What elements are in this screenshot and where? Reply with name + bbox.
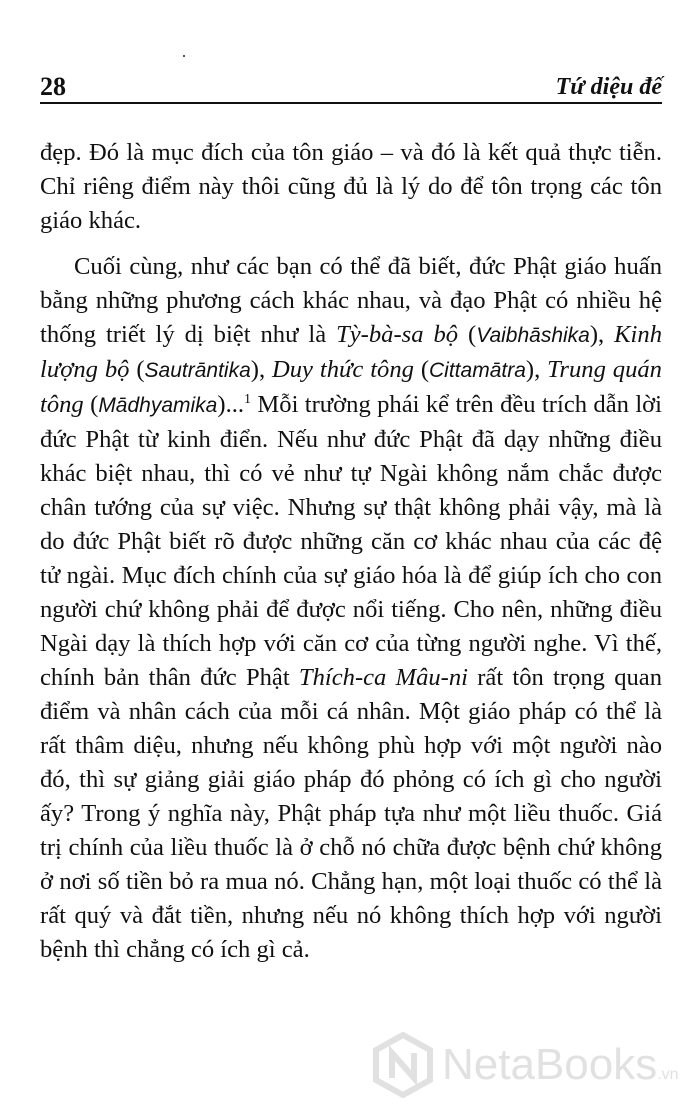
paragraph-2 <box>40 250 662 967</box>
page-number: 28 <box>40 72 66 101</box>
netabooks-logo-icon <box>372 1032 434 1098</box>
text-run: ), <box>250 356 272 383</box>
school-name-vaibhashika-vi: Tỳ-bà-sa bộ <box>336 321 459 348</box>
text-run: ), <box>525 356 548 383</box>
text-run: )... <box>217 391 245 418</box>
footnote-marker[interactable]: 1 <box>244 391 252 407</box>
text-run: ( <box>413 356 430 383</box>
school-name-vaibhashika: Vaibhāshika <box>476 324 590 347</box>
school-name-madhyamika-vi: Trung quán tông <box>40 356 662 418</box>
text-run: ( <box>468 321 477 348</box>
body-text <box>40 136 662 967</box>
text-run: Cuối cùng, như các bạn có thể đã biết, đức Phật giáo huấn bằng những phương cách khác nhau, và đạo Phật có nhiều hệ thống triết lý dị biệt như là <box>40 253 662 348</box>
watermark-suffix: .vn <box>657 1066 679 1083</box>
school-name-cittamatra: Cittamātra <box>429 359 526 382</box>
buddha-name: Thích-ca Mâu-ni <box>298 664 468 691</box>
text-run: ( <box>129 356 145 383</box>
watermark-brand-name: NetaBooks <box>442 1040 658 1089</box>
watermark <box>372 1030 694 1102</box>
text-run: Mỗi trường phái kể trên đều trích dẫn lời đức Phật từ kinh điển. Nếu như đức Phật đã dạy những điều khác biệt nhau, thì có vẻ như tự Ngài không nắm chắc được chân tướng của sự việc. Nhưng sự thật không phải vậy, mà là do đức Phật biết rõ được những căn cơ khác nhau của các đệ tử ngài. Mục đích chính của sự giáo hóa là để giúp ích cho con người chứ không phải để được nổi tiếng. Cho nên, những điều Ngài dạy là thích hợp với căn cơ của từng người nghe. Vì thế, chính bản thân đức Phật <box>40 391 662 691</box>
scan-speck <box>183 55 185 57</box>
school-name-madhyamika: Mādhyamika <box>98 394 218 417</box>
text-run: rất tôn trọng quan điểm và nhân cách của mỗi cá nhân. Một giáo pháp có thể là rất thâm diệu, nhưng nếu không phù hợp với một người nào đó, thì sự giảng giải giáo pháp đó phỏng có ích gì cho người ấy? Trong ý nghĩa này, Phật pháp tựa như một liều thuốc. Giá trị chính của liều thuốc là ở chỗ nó chữa được bệnh chứ không ở nơi số tiền bỏ ra mua nó. Chẳng hạn, một loại thuốc có thể là rất quý và đắt tiền, nhưng nếu nó không thích hợp với người bệnh thì chẳng có ích gì cả. <box>40 664 662 963</box>
school-name-sautrantika-vi: Kinh lượng bộ <box>40 321 662 383</box>
text-run: ), <box>589 321 615 348</box>
running-title: Tứ diệu đế <box>555 74 662 100</box>
school-name-cittamatra-vi: Duy thức tông <box>272 356 414 383</box>
text-run: ( <box>83 391 99 418</box>
page-header <box>40 72 662 104</box>
school-name-sautrantika: Sautrāntika <box>144 359 251 382</box>
paragraph-1: đẹp. Đó là mục đích của tôn giáo – và đó là kết quả thực tiễn. Chỉ riêng điểm này thôi cũng đủ là lý do để tôn trọng các tôn giáo khác. <box>40 139 662 234</box>
watermark-brand <box>442 1040 679 1090</box>
